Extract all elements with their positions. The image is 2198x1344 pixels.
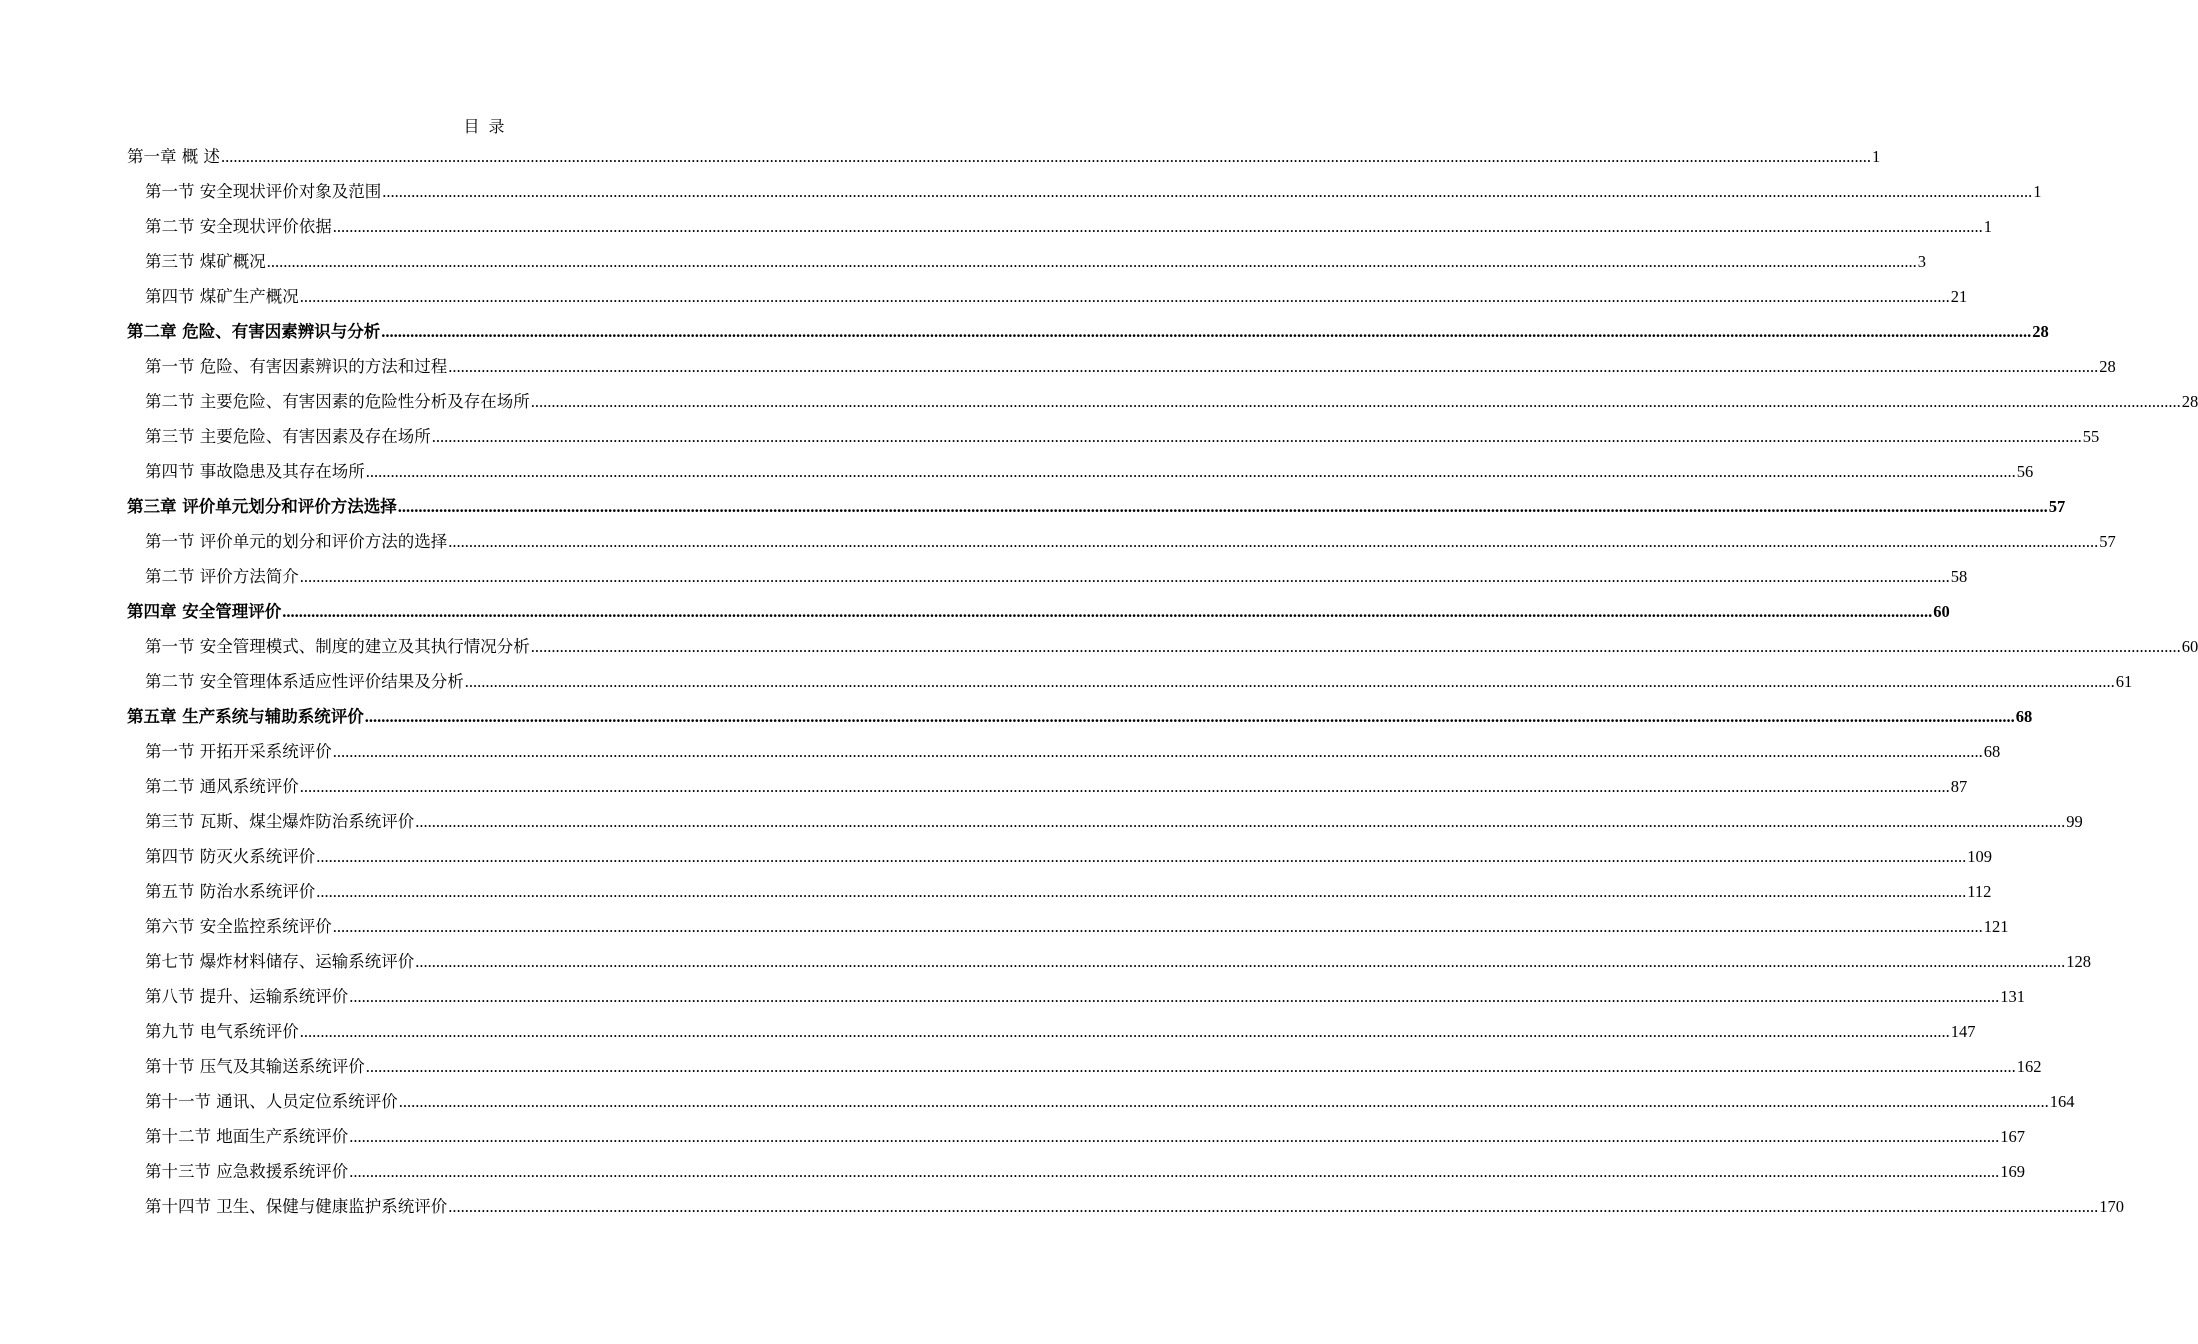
toc-entry-label: 第一章 概 述 — [127, 147, 220, 166]
toc-page-number: 128 — [2066, 952, 2091, 971]
toc-dot-leader: ................................................................................................................................................................................................................................................................................................................................................................................................................ — [299, 1022, 1950, 1041]
toc-section-entry[interactable] — [127, 1014, 1976, 1049]
toc-entry-label: 第一节 安全现状评价对象及范围 — [145, 182, 382, 201]
toc-dot-leader: ................................................................................................................................................................................................................................................................................................................................................................................................................ — [415, 812, 2066, 831]
toc-dot-leader: ................................................................................................................................................................................................................................................................................................................................................................................................................ — [365, 1057, 2016, 1076]
toc-page-number: 56 — [2016, 462, 2034, 481]
toc-entry-label: 第三节 瓦斯、煤尘爆炸防治系统评价 — [145, 812, 415, 831]
toc-entry-label: 第四节 事故隐患及其存在场所 — [145, 462, 365, 481]
toc-entry-label: 第三节 主要危险、有害因素及存在场所 — [145, 427, 431, 446]
toc-dot-leader: ................................................................................................................................................................................................................................................................................................................................................................................................................ — [448, 532, 2099, 551]
toc-entry-label: 第四节 防灭火系统评价 — [145, 847, 316, 866]
toc-dot-leader: ................................................................................................................................................................................................................................................................................................................................................................................................................ — [332, 917, 1983, 936]
toc-entry-label: 第十一节 通讯、人员定位系统评价 — [145, 1092, 398, 1111]
toc-dot-leader: ................................................................................................................................................................................................................................................................................................................................................................................................................ — [365, 462, 2016, 481]
toc-entry-label: 第五节 防治水系统评价 — [145, 882, 316, 901]
toc-page-number: 99 — [2066, 812, 2083, 831]
toc-dot-leader: ................................................................................................................................................................................................................................................................................................................................................................................................................ — [382, 182, 2033, 201]
toc-page-number: 167 — [2000, 1127, 2025, 1146]
toc-entry-label: 第五章 生产系统与辅助系统评价 — [127, 707, 364, 726]
toc-page-number: 162 — [2016, 1057, 2042, 1076]
toc-page-number: 57 — [2099, 532, 2116, 551]
toc-section-entry[interactable] — [127, 349, 2116, 384]
toc-section-entry[interactable] — [127, 559, 1968, 594]
toc-page-number: 87 — [1950, 777, 1968, 796]
toc-page-number: 28 — [2032, 322, 2049, 341]
toc-page-number: 169 — [2000, 1162, 2025, 1181]
toc-dot-leader: ................................................................................................................................................................................................................................................................................................................................................................................................................ — [381, 322, 2032, 341]
toc-section-entry[interactable] — [127, 769, 1968, 804]
toc-entry-label: 第二章 危险、有害因素辨识与分析 — [127, 322, 381, 341]
toc-entry-label: 第四章 安全管理评价 — [127, 602, 282, 621]
toc-chapter-entry[interactable] — [127, 489, 2066, 524]
toc-dot-leader: ................................................................................................................................................................................................................................................................................................................................................................................................................ — [364, 707, 2015, 726]
toc-page-number: 55 — [2082, 427, 2100, 446]
toc-entry-label: 第二节 评价方法简介 — [145, 567, 299, 586]
toc-section-entry[interactable] — [127, 944, 2091, 979]
toc-dot-leader: ................................................................................................................................................................................................................................................................................................................................................................................................................ — [316, 847, 1967, 866]
toc-section-entry[interactable] — [127, 419, 2100, 454]
toc-section-entry[interactable] — [127, 1049, 2042, 1084]
toc-page-number: 28 — [2099, 357, 2116, 376]
toc-page-number: 3 — [1917, 252, 1926, 271]
toc-entry-label: 第十二节 地面生产系统评价 — [145, 1127, 349, 1146]
toc-page-number: 57 — [2048, 497, 2066, 516]
toc-section-entry[interactable] — [127, 629, 2198, 664]
toc-entry-label: 第三章 评价单元划分和评价方法选择 — [127, 497, 397, 516]
toc-entry-label: 第七节 爆炸材料储存、运输系统评价 — [145, 952, 415, 971]
toc-section-entry[interactable] — [127, 384, 2198, 419]
toc-page-number: 60 — [1933, 602, 1950, 621]
toc-dot-leader: ................................................................................................................................................................................................................................................................................................................................................................................................................ — [266, 252, 1917, 271]
toc-section-entry[interactable] — [127, 174, 2042, 209]
toc-dot-leader: ................................................................................................................................................................................................................................................................................................................................................................................................................ — [530, 392, 2181, 411]
toc-section-entry[interactable] — [127, 874, 1992, 909]
toc-page-number: 58 — [1950, 567, 1968, 586]
toc-page-number: 147 — [1950, 1022, 1976, 1041]
toc-dot-leader: ................................................................................................................................................................................................................................................................................................................................................................................................................ — [349, 1127, 2000, 1146]
toc-section-entry[interactable] — [127, 909, 2009, 944]
toc-page-number: 112 — [1967, 882, 1992, 901]
toc-page-number: 68 — [1983, 742, 2001, 761]
toc-page-number: 61 — [2115, 672, 2133, 691]
toc-entry-label: 第八节 提升、运输系统评价 — [145, 987, 349, 1006]
toc-entry-label: 第十三节 应急救援系统评价 — [145, 1162, 349, 1181]
table-of-contents — [127, 139, 2198, 1224]
toc-page-number: 1 — [1872, 147, 1881, 166]
toc-dot-leader: ................................................................................................................................................................................................................................................................................................................................................................................................................ — [299, 287, 1950, 306]
toc-entry-label: 第一节 开拓开采系统评价 — [145, 742, 332, 761]
toc-entry-label: 第十节 压气及其输送系统评价 — [145, 1057, 365, 1076]
toc-dot-leader: ................................................................................................................................................................................................................................................................................................................................................................................................................ — [299, 777, 1950, 796]
toc-section-entry[interactable] — [127, 279, 1968, 314]
toc-section-entry[interactable] — [127, 1119, 2025, 1154]
toc-entry-label: 第二节 安全现状评价依据 — [145, 217, 332, 236]
toc-entry-label: 第三节 煤矿概况 — [145, 252, 266, 271]
toc-page-number: 170 — [2099, 1197, 2124, 1216]
toc-section-entry[interactable] — [127, 1154, 2025, 1189]
toc-dot-leader: ................................................................................................................................................................................................................................................................................................................................................................................................................ — [464, 672, 2115, 691]
toc-entry-label: 第九节 电气系统评价 — [145, 1022, 299, 1041]
toc-chapter-entry[interactable] — [127, 594, 1950, 629]
toc-title: 目 录 — [463, 117, 507, 136]
toc-chapter-entry[interactable] — [127, 314, 2049, 349]
toc-page-number: 28 — [2181, 392, 2198, 411]
toc-dot-leader: ................................................................................................................................................................................................................................................................................................................................................................................................................ — [415, 952, 2066, 971]
toc-dot-leader: ................................................................................................................................................................................................................................................................................................................................................................................................................ — [349, 987, 2000, 1006]
toc-section-entry[interactable] — [127, 1189, 2124, 1224]
toc-section-entry[interactable] — [127, 244, 1926, 279]
toc-page-number: 131 — [2000, 987, 2025, 1006]
toc-entry-label: 第二节 安全管理体系适应性评价结果及分析 — [145, 672, 464, 691]
toc-entry-label: 第一节 危险、有害因素辨识的方法和过程 — [145, 357, 448, 376]
toc-entry-label: 第一节 评价单元的划分和评价方法的选择 — [145, 532, 448, 551]
toc-dot-leader: ................................................................................................................................................................................................................................................................................................................................................................................................................ — [448, 1197, 2099, 1216]
toc-section-entry[interactable] — [127, 664, 2133, 699]
toc-entry-label: 第二节 主要危险、有害因素的危险性分析及存在场所 — [145, 392, 530, 411]
toc-dot-leader: ................................................................................................................................................................................................................................................................................................................................................................................................................ — [398, 1092, 2049, 1111]
toc-page-number: 1 — [1983, 217, 1992, 236]
toc-section-entry[interactable] — [127, 804, 2083, 839]
toc-section-entry[interactable] — [127, 209, 1992, 244]
toc-page-number: 21 — [1950, 287, 1968, 306]
toc-section-entry[interactable] — [127, 734, 2001, 769]
toc-chapter-entry[interactable] — [127, 699, 2033, 734]
toc-dot-leader: ................................................................................................................................................................................................................................................................................................................................................................................................................ — [282, 602, 1933, 621]
toc-entry-label: 第十四节 卫生、保健与健康监护系统评价 — [145, 1197, 448, 1216]
toc-section-entry[interactable] — [127, 979, 2025, 1014]
toc-page-number: 164 — [2049, 1092, 2075, 1111]
toc-section-entry[interactable] — [127, 454, 2034, 489]
toc-dot-leader: ................................................................................................................................................................................................................................................................................................................................................................................................................ — [221, 147, 1871, 166]
toc-entry-label: 第一节 安全管理模式、制度的建立及其执行情况分析 — [145, 637, 530, 656]
toc-section-entry[interactable] — [127, 839, 1992, 874]
toc-entry-label: 第四节 煤矿生产概况 — [145, 287, 299, 306]
toc-chapter-entry[interactable] — [127, 139, 1881, 174]
toc-section-entry[interactable] — [127, 1084, 2075, 1119]
toc-section-entry[interactable] — [127, 524, 2116, 559]
toc-dot-leader: ................................................................................................................................................................................................................................................................................................................................................................................................................ — [349, 1162, 2000, 1181]
toc-page-number: 121 — [1983, 917, 2009, 936]
toc-page-number: 1 — [2033, 182, 2042, 201]
toc-dot-leader: ................................................................................................................................................................................................................................................................................................................................................................................................................ — [431, 427, 2082, 446]
toc-dot-leader: ................................................................................................................................................................................................................................................................................................................................................................................................................ — [332, 217, 1983, 236]
toc-entry-label: 第六节 安全监控系统评价 — [145, 917, 332, 936]
toc-page-number: 60 — [2181, 637, 2198, 656]
toc-dot-leader: ................................................................................................................................................................................................................................................................................................................................................................................................................ — [299, 567, 1950, 586]
toc-dot-leader: ................................................................................................................................................................................................................................................................................................................................................................................................................ — [316, 882, 1967, 901]
toc-page-number: 109 — [1967, 847, 1992, 866]
toc-entry-label: 第二节 通风系统评价 — [145, 777, 299, 796]
toc-dot-leader: ................................................................................................................................................................................................................................................................................................................................................................................................................ — [397, 497, 2048, 516]
toc-dot-leader: ................................................................................................................................................................................................................................................................................................................................................................................................................ — [448, 357, 2099, 376]
toc-page-number: 68 — [2015, 707, 2033, 726]
toc-dot-leader: ................................................................................................................................................................................................................................................................................................................................................................................................................ — [332, 742, 1983, 761]
toc-dot-leader: ................................................................................................................................................................................................................................................................................................................................................................................................................ — [530, 637, 2181, 656]
